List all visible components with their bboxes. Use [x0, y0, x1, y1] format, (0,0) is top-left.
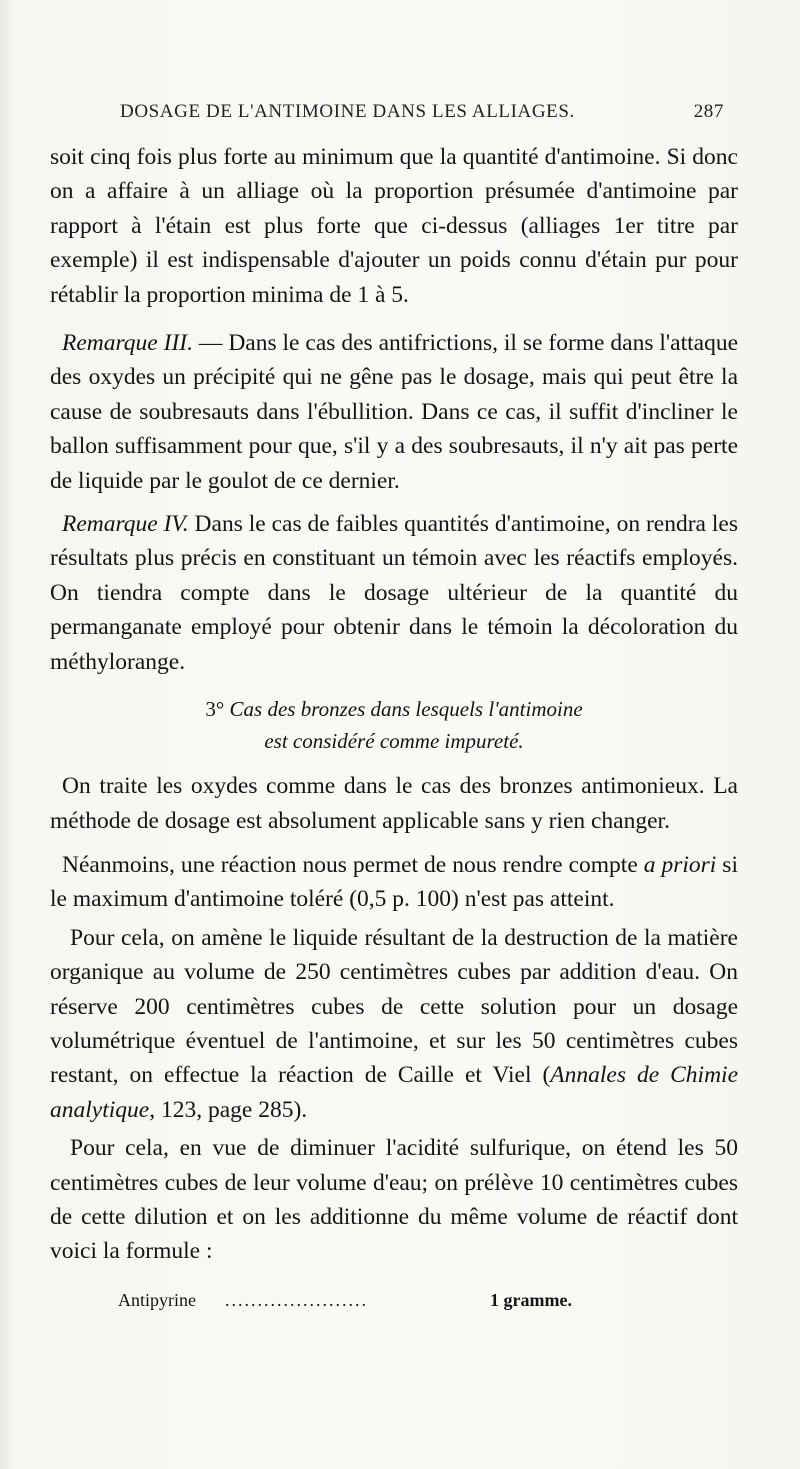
formula-leader-dots: ......................	[225, 1289, 368, 1310]
remarque-iv-label: Remarque IV.	[62, 511, 189, 538]
running-title: DOSAGE DE L'ANTIMOINE DANS LES ALLIAGES.	[120, 101, 575, 122]
remarque-iii-text: — Dans le cas des antifrictions, il se forme dans l'attaque des oxydes un précipité qui ne gêne pas le dosage, mais qui peut être la cause de soubresauts dans l'ébullition. Dans ce cas, il suffit d'incliner le ballon suffisamment pour que, s'il y a des soubresauts, il n'y ait pas perte de liquide par le goulot de ce dernier.	[50, 330, 739, 494]
section-title-line-2: est considéré comme impureté.	[264, 729, 524, 754]
annales-italic: Annales de Chimie analytique,	[50, 1062, 739, 1123]
formula-line	[50, 1283, 738, 1313]
page-number: 287	[693, 101, 724, 122]
pour-cela-1-text: Pour cela, on amène le liquide résultant de la destruction de la matière organique au volume de 250 centimètres cubes par addition d'eau. On réserve 200 centimètres cubes de cette solution pour un dosage volumétrique éventuel de l'antimoine, et sur les 50 centimètres cubes restant, on effectue la réaction de Caille et Viel (	[50, 924, 738, 1089]
paragraph-oxydes: On traite les oxydes comme dans le cas des bronzes antimonieux. La méthode de dosage est absolument applicable sans y rien changer.	[50, 773, 738, 834]
a-priori-italic: a priori	[643, 851, 717, 878]
paragraph-neanmoins	[50, 848, 738, 917]
page-header	[120, 97, 724, 127]
neanmoins-text-b: si le maximum d'antimoine toléré (0,5 p. 100) n'est pas atteint.	[50, 851, 738, 913]
paragraph-pour-cela-2: Pour cela, en vue de diminuer l'acidité sulfurique, on étend les 50 centimètres cubes de leur volume d'eau; on prélève 10 centimètres cubes de cette dilution et on les additionne du même volume de réactif dont voici la formule :	[50, 1135, 738, 1265]
paragraph-remarque-iv	[50, 507, 738, 679]
paragraph-continuation: soit cinq fois plus forte au minimum que la quantité d'antimoine. Si donc on a affaire à un alliage où la proportion présumée d'antimoine par rapport à l'étain est plus forte que ci-dessus (alliages 1er titre par exemple) il est indispensable d'ajouter un poids connu d'étain pur pour rétablir la proportion minima de 1 à 5.	[50, 144, 738, 308]
section-heading	[50, 693, 738, 757]
formula-ingredient-name: Antipyrine	[118, 1289, 196, 1310]
paragraph-pour-cela-1	[50, 921, 738, 1127]
neanmoins-text-a: Néanmoins, une réaction nous permet de nous rendre compte	[62, 851, 644, 878]
section-heading-line-1	[50, 693, 738, 725]
paragraph-remarque-iii	[50, 326, 738, 498]
remarque-iv-text: Dans le cas de faibles quantités d'antimoine, on rendra les résultats plus précis en constituant un témoin avec les réactifs employés. On tiendra compte dans le dosage ultérieur de la quantité du permanganate employé pour obtenir dans le témoin la décoloration du méthylorange.	[50, 511, 738, 675]
page-body	[50, 140, 738, 1313]
section-title-line-1: Cas des bronzes dans lesquels l'antimoine	[229, 697, 583, 722]
section-number: 3°	[205, 697, 225, 722]
formula-ingredient-amount: 1 gramme.	[490, 1289, 572, 1310]
pour-cela-1-end: 123, page 285).	[155, 1096, 308, 1123]
remarque-iii-label: Remarque III.	[62, 330, 193, 357]
